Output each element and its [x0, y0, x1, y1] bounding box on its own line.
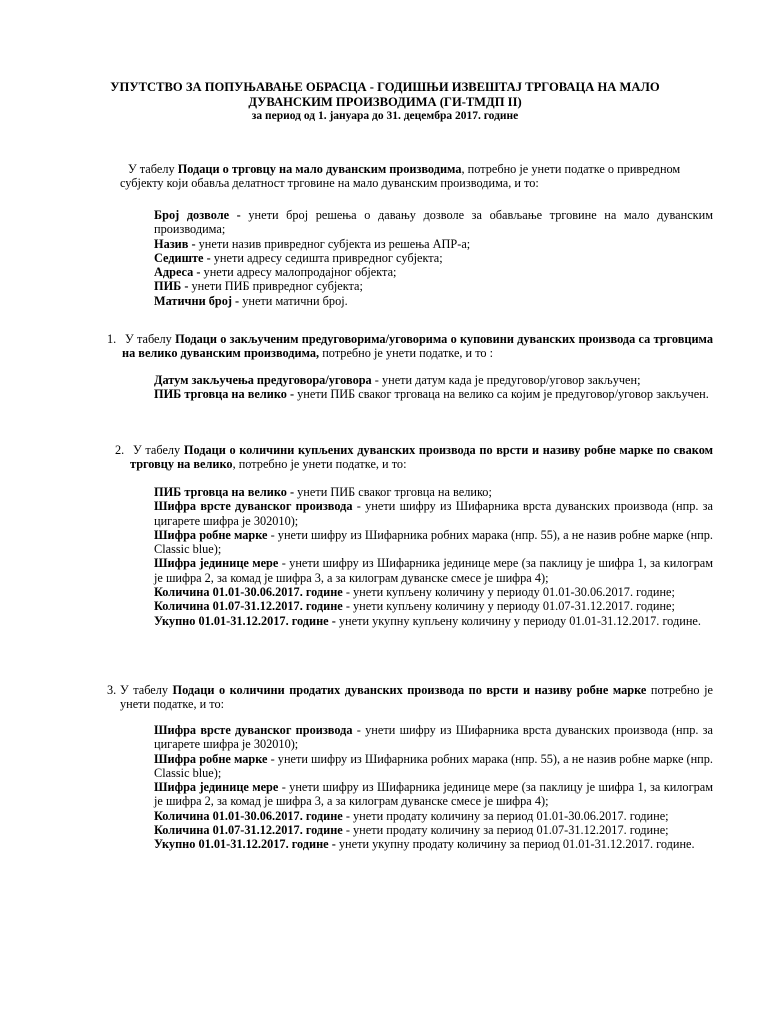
title-line-2: ДУВАНСКИМ ПРОИЗВОДИМА (ГИ-ТМДП II) — [248, 94, 522, 109]
list-item — [154, 208, 713, 237]
section-1-table-name: Подаци о закљученим предуговорима/уговорима о куповини дуванских производа са трговцима на велико дуванским производима, — [122, 332, 713, 361]
item-label: Количина 01.07-31.12.2017. године — [154, 823, 343, 838]
item-text: - унети шифру из Шифарника врста дуванских производа (нпр. за цигарете шифра је 302010); — [154, 499, 713, 528]
item-text: - унети продату количину за период 01.07-31.12.2017. године; — [342, 823, 669, 838]
list-item — [154, 585, 713, 599]
item-label: Укупно 01.01-31.12.2017. године - — [154, 837, 336, 852]
section-3-table-name: Подаци о количини продатих дуванских производа по врсти и називу робне марке — [172, 683, 647, 697]
item-label: Шифра робне марке — [154, 527, 268, 542]
item-text: - унети датум када је предуговор/уговор закључен; — [371, 373, 641, 387]
item-text: - унети шифру из Шифарника врста дуванских производа (нпр. за цигарете шифра је 302010); — [154, 723, 713, 752]
item-text: - унети шифру из Шифарника јединице мере (за паклицу је шифра 1, за килограм је шифра 2, за комад је шифра 3, а за килограм дуванске смесе је шифра 4); — [154, 780, 713, 809]
section-1-number: 1. — [107, 332, 117, 346]
item-text: унети број решења о давању дозволе за обављање трговине на мало дуванским производима; — [154, 208, 713, 237]
item-label: Број дозволе - — [154, 208, 241, 222]
item-label: Шифра јединице мере — [154, 556, 279, 571]
list-item — [154, 837, 713, 851]
item-text: - унети шифру из Шифарника јединице мере (за паклицу је шифра 1, за килограм је шифра 2, за комад је шифра 3, а за килограм дуванске смесе је шифра 4); — [154, 556, 713, 585]
list-item — [154, 823, 713, 837]
section-2-paragraph — [130, 443, 713, 472]
item-label: Назив - — [154, 236, 196, 251]
item-label: Укупно 01.01-31.12.2017. године - — [154, 613, 336, 628]
item-text: - унети купљену количину у периоду 01.01-30.06.2017. године; — [342, 585, 675, 600]
section-2-pre: У табелу — [133, 443, 184, 457]
list-item — [154, 752, 713, 781]
item-text: унети укупну продату количину за период 01.01-31.12.2017. године. — [335, 837, 695, 852]
section-2-table-name: Подаци о количини купљених дуванских производа по врсти и називу робне марке по сваком трговцу на велико — [130, 443, 713, 472]
title-line-1: УПУТСТВО ЗА ПОПУЊАВАЊЕ ОБРАСЦА - ГОДИШЊИ ИЗВЕШТАЈ ТРГОВАЦА НА МАЛО — [110, 80, 660, 94]
item-label: Шифра врсте дуванског производа — [154, 499, 353, 514]
list-item — [154, 387, 713, 401]
intro-post: , потребно је унети податке о привредном субјекту који обавља делатност трговине на мало дуванским производима, и то: — [120, 162, 681, 191]
item-label: Шифра јединице мере — [154, 780, 279, 795]
section-1-post: потребно је унети податке, и то : — [319, 346, 494, 361]
list-item — [154, 294, 713, 308]
list-item — [154, 251, 713, 265]
section-2-post: , потребно је унети податке, и то: — [232, 457, 407, 472]
list-item — [154, 528, 713, 557]
item-label: Адреса - — [154, 265, 201, 280]
item-label: ПИБ трговца на велико - — [154, 387, 295, 402]
item-label: Количина 01.07-31.12.2017. године — [154, 599, 343, 614]
item-text: унети ПИБ сваког трговца на велико; — [294, 485, 492, 499]
item-text: унети укупну купљену количину у периоду 01.01-31.12.2017. године. — [335, 613, 701, 628]
list-item — [154, 599, 713, 613]
item-label: ПИБ - — [154, 279, 189, 294]
item-label: Шифра врсте дуванског производа — [154, 723, 353, 737]
item-text: унети ПИБ сваког трговаца на велико са којим је предуговор/уговор закључен. — [294, 387, 709, 402]
list-item — [154, 809, 713, 823]
item-label: Шифра робне марке — [154, 751, 268, 766]
section-3-number: 3. — [107, 683, 117, 697]
item-text: унети назив привредног субјекта из решења АПР-а; — [195, 236, 471, 251]
section-1-pre: У табелу — [125, 332, 176, 346]
section-2-list — [154, 485, 713, 628]
list-item — [154, 556, 713, 585]
intro-table-name: Подаци о трговцу на мало дуванским производима — [177, 162, 462, 176]
title-period: за период од 1. јануара до 31. децембра 2017. године — [251, 110, 519, 122]
section-1-paragraph — [122, 332, 713, 361]
document-title — [60, 80, 710, 123]
item-label: Датум закључења предуговора/уговора — [154, 373, 372, 387]
list-item — [154, 279, 713, 293]
list-item — [154, 780, 713, 809]
list-item — [154, 373, 713, 387]
item-text: унети адресу малопродајног објекта; — [200, 265, 397, 280]
item-label: ПИБ трговца на велико - — [154, 485, 295, 499]
item-label: Матични број - — [154, 293, 240, 308]
section-3-paragraph — [120, 683, 713, 712]
list-item — [154, 614, 713, 628]
item-label: Седиште - — [154, 250, 211, 265]
section-1-list — [154, 373, 713, 402]
item-text: унети ПИБ привредног субјекта; — [188, 279, 363, 294]
list-item — [154, 723, 713, 752]
intro-pre: У табелу — [128, 162, 178, 176]
item-text: унети адресу седишта привредног субјекта; — [210, 250, 443, 265]
item-text: - унети купљену количину у периоду 01.07-31.12.2017. године; — [342, 599, 675, 614]
intro-list — [154, 208, 713, 308]
list-item — [154, 237, 713, 251]
item-text: - унети продату количину за период 01.01-30.06.2017. године; — [342, 808, 669, 823]
list-item — [154, 499, 713, 528]
section-3-list — [154, 723, 713, 852]
section-2-number: 2. — [115, 443, 125, 457]
section-3-post: потребно је унети податке, и то: — [120, 683, 713, 712]
item-text: - унети шифру из Шифарника робних марака (нпр. 55), а не назив робне марке (нпр. Classic blue); — [154, 527, 713, 557]
item-text: - унети шифру из Шифарника робних марака (нпр. 55), а не назив робне марке (нпр. Classic blue); — [154, 751, 713, 780]
item-label: Количина 01.01-30.06.2017. године — [154, 585, 343, 600]
list-item — [154, 485, 713, 499]
item-text: унети матични број. — [239, 293, 348, 308]
list-item — [154, 265, 713, 279]
intro-paragraph — [120, 162, 714, 191]
item-label: Количина 01.01-30.06.2017. године — [154, 808, 343, 823]
section-3-pre: У табелу — [120, 683, 173, 697]
